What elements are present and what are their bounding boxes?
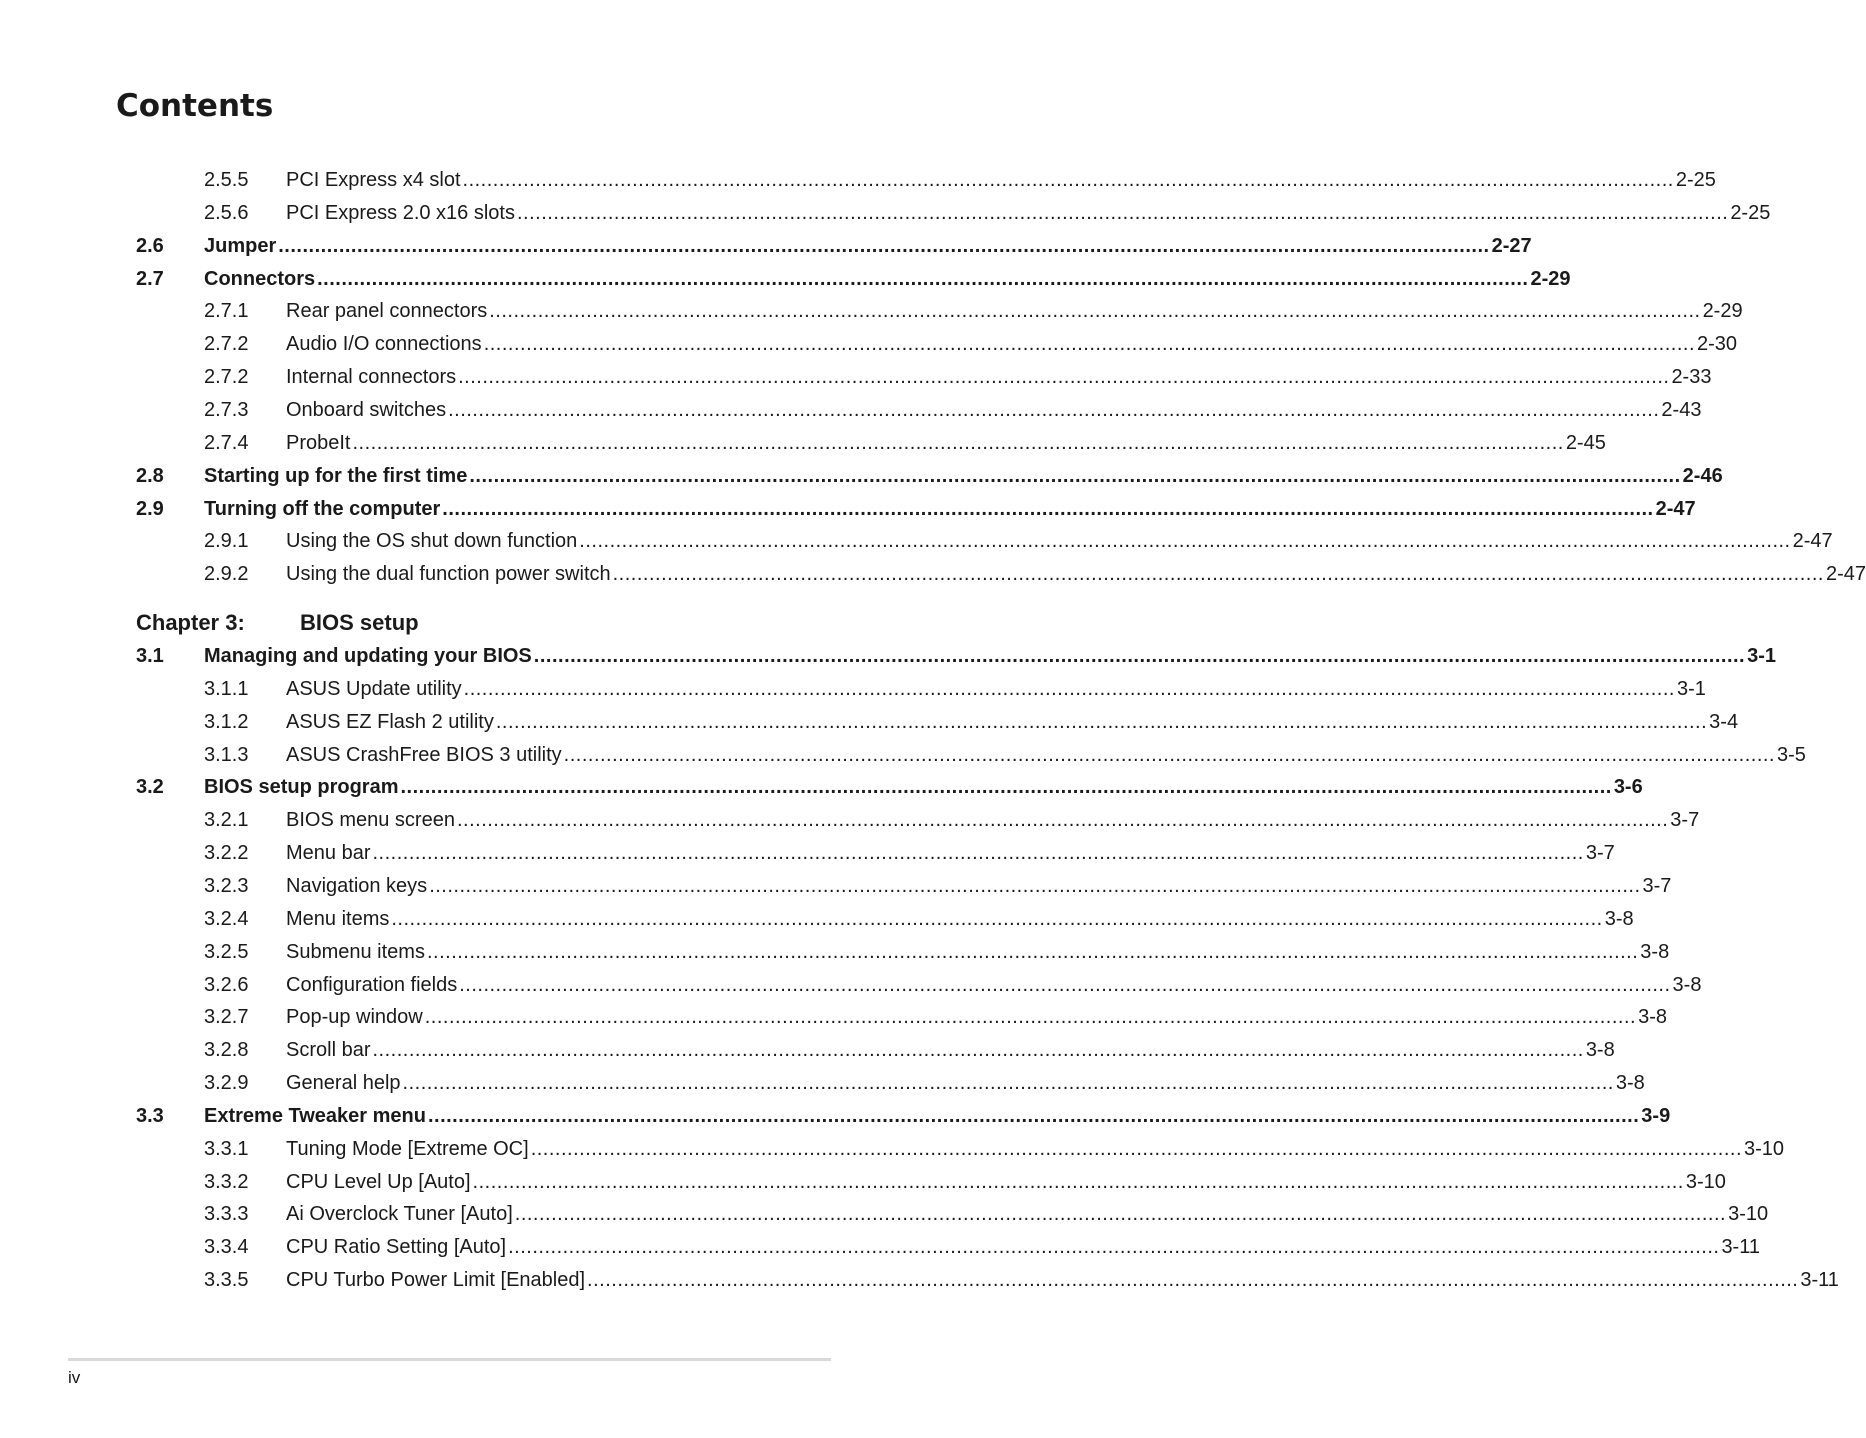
dot-leader: ........................................................................................................................................................................................................ [533, 645, 1746, 667]
page-number: iv [68, 1368, 81, 1387]
toc-entry-page: 3-1 [1747, 645, 1777, 667]
toc-entry-line [286, 936, 1670, 969]
toc-entry-line [286, 328, 1738, 361]
dot-leader: ........................................................................................................................................................................................................ [278, 234, 1490, 257]
toc-entry[interactable] [0, 804, 1700, 837]
toc-entry-page: 2-25 [1730, 201, 1771, 224]
toc-entry-number: 2.7.3 [204, 398, 249, 421]
toc-entry-page: 2-47 [1825, 563, 1866, 586]
dot-leader: ........................................................................................................................................................................................................ [458, 366, 1670, 389]
toc-entry-title: Onboard switches [286, 398, 447, 421]
dot-leader: ........................................................................................................................................................................................................ [587, 1269, 1799, 1292]
toc-entry-title: Submenu items [286, 940, 425, 963]
dot-leader: ........................................................................................................................................................................................................ [402, 1072, 1614, 1095]
dot-leader: ........................................................................................................................................................................................................ [426, 940, 1639, 963]
toc-entry-title: Extreme Tweaker menu [204, 1104, 426, 1127]
toc-entry[interactable] [0, 558, 1866, 591]
toc-entry-page: 3-8 [1672, 973, 1702, 996]
toc-entry-page: 3-10 [1728, 1203, 1769, 1226]
dot-leader: ........................................................................................................................................................................................................ [516, 201, 1729, 224]
toc-entry-line [204, 640, 1777, 673]
toc-entry-number: 3.3.5 [204, 1269, 249, 1292]
dot-leader: ........................................................................................................................................................................................................ [483, 333, 1696, 356]
toc-entry[interactable] [0, 525, 1833, 558]
toc-entry-number: 2.9.1 [204, 530, 249, 553]
toc-entry[interactable] [0, 263, 1571, 296]
toc-entry-line [286, 706, 1739, 739]
toc-entry-title: CPU Turbo Power Limit [Enabled] [286, 1269, 586, 1292]
toc-entry-title: BIOS menu screen [286, 809, 455, 832]
toc-entry-line [286, 969, 1702, 1002]
dot-leader: ........................................................................................................................................................................................................ [448, 398, 1660, 421]
toc-entry-title: Tuning Mode [Extreme OC] [286, 1137, 529, 1160]
dot-leader: ........................................................................................................................................................................................................ [508, 1236, 1720, 1259]
chapter-title: BIOS setup [300, 610, 419, 635]
dot-leader: ........................................................................................................................................................................................................ [372, 842, 1584, 865]
toc-entry-number: 2.9 [136, 497, 164, 520]
toc-entry-title: ASUS Update utility [286, 677, 462, 700]
toc-entry-page: 3-11 [1721, 1236, 1760, 1259]
toc-entry[interactable] [0, 1067, 1645, 1100]
toc-entry-number: 3.1.2 [204, 710, 249, 733]
toc-entry[interactable] [0, 1100, 1671, 1133]
toc-entry[interactable] [0, 230, 1532, 263]
toc-entry-line [204, 230, 1532, 263]
toc-entry-title: PCI Express 2.0 x16 slots [286, 201, 515, 224]
dot-leader: ........................................................................................................................................................................................................ [579, 530, 1791, 553]
toc-entry-line [286, 673, 1706, 706]
toc-entry-line [286, 870, 1672, 903]
dot-leader: ........................................................................................................................................................................................................ [317, 267, 1529, 290]
toc-entry-page: 2-29 [1702, 300, 1743, 323]
dot-leader: ........................................................................................................................................................................................................ [514, 1203, 1727, 1226]
chapter-heading [0, 606, 954, 640]
toc-entry-line [286, 804, 1700, 837]
toc-entry-number: 2.8 [136, 464, 164, 487]
toc-entry-line [286, 361, 1712, 394]
toc-entry[interactable] [0, 870, 1672, 903]
dot-leader: ........................................................................................................................................................................................................ [462, 169, 1674, 191]
toc-entry-page: 3-6 [1613, 776, 1643, 799]
toc-entry-line [286, 558, 1866, 591]
toc-entry-title: Rear panel connectors [286, 300, 488, 323]
toc-entry-number: 2.7.1 [204, 300, 249, 323]
toc-entry-number: 2.9.2 [204, 563, 249, 586]
dot-leader: ........................................................................................................................................................................................................ [489, 300, 1701, 323]
toc-entry-title: PCI Express x4 slot [286, 169, 461, 191]
toc-entry-line [286, 1264, 1839, 1297]
toc-entry-page: 3-7 [1670, 809, 1700, 832]
toc-entry[interactable] [0, 460, 1723, 493]
toc-entry-title: Managing and updating your BIOS [204, 645, 532, 667]
toc-entry-line [286, 394, 1702, 427]
toc-entry-page: 2-33 [1671, 366, 1712, 389]
dot-leader: ........................................................................................................................................................................................................ [442, 497, 1654, 520]
toc-entry-number: 3.3.4 [204, 1236, 249, 1259]
toc-entry[interactable] [0, 164, 1716, 197]
toc-entry-number: 3.2.4 [204, 907, 249, 930]
toc-entry-page: 3-1 [1676, 677, 1706, 700]
toc-entry-title: Ai Overclock Tuner [Auto] [286, 1203, 513, 1226]
toc-entry[interactable] [0, 640, 1777, 673]
toc-entry-title: ASUS CrashFree BIOS 3 utility [286, 743, 562, 766]
dot-leader: ........................................................................................................................................................................................................ [459, 973, 1671, 996]
toc-entry[interactable] [0, 739, 1806, 772]
toc-entry-page: 3-5 [1776, 743, 1806, 766]
toc-entry-number: 3.2.2 [204, 842, 249, 865]
dot-leader: ........................................................................................................................................................................................................ [463, 677, 1675, 700]
toc-entry-page: 3-8 [1615, 1072, 1645, 1095]
toc-entry-title: ASUS EZ Flash 2 utility [286, 710, 494, 733]
toc-entry-line [286, 739, 1806, 772]
toc-entry[interactable] [0, 328, 1738, 361]
toc-entry-line [286, 1166, 1726, 1199]
toc-entry-page: 2-47 [1792, 530, 1833, 553]
toc-entry-number: 3.2.1 [204, 809, 249, 832]
toc-entry-title: Configuration fields [286, 973, 458, 996]
toc-entry-number: 2.5.5 [204, 169, 249, 191]
toc-entry-page: 2-43 [1661, 398, 1702, 421]
toc-entry-title: Audio I/O connections [286, 333, 482, 356]
toc-entry-number: 2.7.2 [204, 366, 249, 389]
toc-entry[interactable] [0, 837, 1615, 870]
footer-divider [68, 1358, 831, 1361]
toc-entry-number: 3.2.6 [204, 973, 249, 996]
toc-entry-title: Jumper [204, 234, 277, 257]
dot-leader: ........................................................................................................................................................................................................ [400, 776, 1612, 799]
dot-leader: ........................................................................................................................................................................................................ [372, 1039, 1584, 1062]
toc-entry-page: 3-7 [1642, 874, 1672, 897]
toc-entry-line [286, 837, 1615, 870]
toc-entry-title: Navigation keys [286, 874, 428, 897]
toc-entry-title: BIOS setup program [204, 776, 399, 799]
toc-entry[interactable] [0, 673, 1706, 706]
dot-leader: ........................................................................................................................................................................................................ [563, 743, 1775, 766]
toc-entry[interactable] [0, 427, 1606, 460]
toc-entry-line [204, 771, 1643, 804]
toc-entry-page: 3-7 [1585, 842, 1615, 865]
toc-entry-number: 3.2.3 [204, 874, 249, 897]
toc-entry-number: 2.5.6 [204, 201, 249, 224]
toc-entry[interactable] [0, 197, 1771, 230]
toc-entry-number: 3.3 [136, 1104, 164, 1127]
toc-entry-page: 2-30 [1697, 333, 1738, 356]
toc-entry-line [204, 1100, 1671, 1133]
toc-entry[interactable] [0, 1198, 1769, 1231]
toc-entry-page: 3-4 [1709, 710, 1739, 733]
dot-leader: ........................................................................................................................................................................................................ [427, 1104, 1640, 1127]
toc-entry-title: Turning off the computer [204, 497, 441, 520]
toc-entry-line [286, 1198, 1769, 1231]
toc-entry-title: Internal connectors [286, 366, 457, 389]
toc-entry-page: 2-25 [1675, 169, 1716, 191]
toc-entry-line [286, 1067, 1645, 1100]
toc-entry[interactable] [0, 706, 1739, 739]
toc-entry-title: CPU Level Up [Auto] [286, 1170, 471, 1193]
toc-entry-number: 3.1.1 [204, 677, 249, 700]
toc-entry-page: 2-27 [1491, 234, 1532, 257]
chapter-label: Chapter 3: [136, 610, 245, 635]
toc-entry-number: 3.2.8 [204, 1039, 249, 1062]
toc-entry-line [286, 164, 1716, 197]
toc-entry-page: 3-11 [1800, 1269, 1839, 1292]
toc-entry-number: 2.7.2 [204, 333, 249, 356]
dot-leader: ........................................................................................................................................................................................................ [391, 907, 1603, 930]
toc-entry-line [286, 903, 1634, 936]
toc-entry-line [286, 1034, 1615, 1067]
toc-entry-title: Scroll bar [286, 1039, 371, 1062]
toc-entry-page: 3-8 [1585, 1039, 1615, 1062]
toc-entry[interactable] [0, 1001, 1667, 1034]
toc-entry[interactable] [0, 903, 1634, 936]
toc-entry-page: 3-10 [1685, 1170, 1726, 1193]
toc-entry-line [286, 197, 1771, 230]
page-title: Contents [116, 88, 274, 124]
toc-entry[interactable] [0, 1133, 1785, 1166]
toc-entry-line [286, 427, 1606, 460]
dot-leader: ........................................................................................................................................................................................................ [612, 563, 1824, 586]
dot-leader: ........................................................................................................................................................................................................ [424, 1006, 1637, 1029]
toc-entry-title: Menu bar [286, 842, 371, 865]
dot-leader: ........................................................................................................................................................................................................ [429, 874, 1641, 897]
dot-leader: ........................................................................................................................................................................................................ [530, 1137, 1743, 1160]
toc-entry-line [204, 460, 1723, 493]
toc-entry-title: CPU Ratio Setting [Auto] [286, 1236, 507, 1259]
toc-entry-number: 3.3.3 [204, 1203, 249, 1226]
dot-leader: ........................................................................................................................................................................................................ [495, 710, 1708, 733]
toc-entry[interactable] [0, 295, 1743, 328]
toc-entry-line [286, 525, 1833, 558]
toc-entry[interactable] [0, 493, 1696, 526]
toc-entry[interactable] [0, 969, 1702, 1002]
toc-entry-number: 3.2.7 [204, 1006, 249, 1029]
toc-entry-number: 3.3.2 [204, 1170, 249, 1193]
toc-entry[interactable] [0, 1034, 1615, 1067]
dot-leader: ........................................................................................................................................................................................................ [472, 1170, 1684, 1193]
toc-entry-number: 2.7 [136, 267, 164, 290]
toc-entry[interactable] [0, 771, 1643, 804]
toc-entry-line [286, 1133, 1785, 1166]
toc-entry[interactable] [0, 1231, 1760, 1264]
toc-entry[interactable] [0, 361, 1712, 394]
toc-entry-number: 3.1 [136, 645, 164, 667]
dot-leader: ........................................................................................................................................................................................................ [469, 464, 1681, 487]
toc-entry-page: 3-9 [1641, 1104, 1671, 1127]
toc-entry-title: Pop-up window [286, 1006, 423, 1029]
dot-leader: ........................................................................................................................................................................................................ [352, 431, 1564, 454]
toc-entry-page: 3-10 [1744, 1137, 1785, 1160]
toc-entry-title: Using the OS shut down function [286, 530, 578, 553]
toc-entry-title: Menu items [286, 907, 390, 930]
toc-entry-line [286, 1231, 1760, 1264]
toc-entry-number: 3.2.9 [204, 1072, 249, 1095]
toc-entry-title: ProbeIt [286, 431, 351, 454]
toc-entry-page: 3-8 [1604, 907, 1634, 930]
toc-entry[interactable] [0, 936, 1670, 969]
dot-leader: ........................................................................................................................................................................................................ [456, 809, 1669, 832]
toc-entry[interactable] [0, 394, 1702, 427]
toc-entry-line [204, 493, 1696, 526]
toc-entry-title: Connectors [204, 267, 316, 290]
toc-entry-number: 2.7.4 [204, 431, 249, 454]
toc-entry-title: Using the dual function power switch [286, 563, 611, 586]
toc-entry-number: 3.2 [136, 776, 164, 799]
toc-entry-page: 2-46 [1682, 464, 1723, 487]
toc-entry-page: 2-29 [1530, 267, 1571, 290]
toc-entry-number: 2.6 [136, 234, 164, 257]
toc-entry-line [286, 295, 1743, 328]
toc-entry[interactable] [0, 1264, 1839, 1297]
toc-entry-number: 3.3.1 [204, 1137, 249, 1160]
toc-entry-number: 3.2.5 [204, 940, 249, 963]
toc-entry-number: 3.1.3 [204, 743, 249, 766]
toc-entry[interactable] [0, 1166, 1726, 1199]
toc-entry-page: 2-45 [1565, 431, 1606, 454]
toc-entry-title: Starting up for the first time [204, 464, 468, 487]
toc-entry-page: 2-47 [1655, 497, 1696, 520]
toc-entry-page: 3-8 [1640, 940, 1670, 963]
toc-entry-page: 3-8 [1638, 1006, 1667, 1029]
toc-entry-line [286, 1001, 1667, 1034]
toc-entry-line [204, 263, 1571, 296]
toc-entry-title: General help [286, 1072, 401, 1095]
